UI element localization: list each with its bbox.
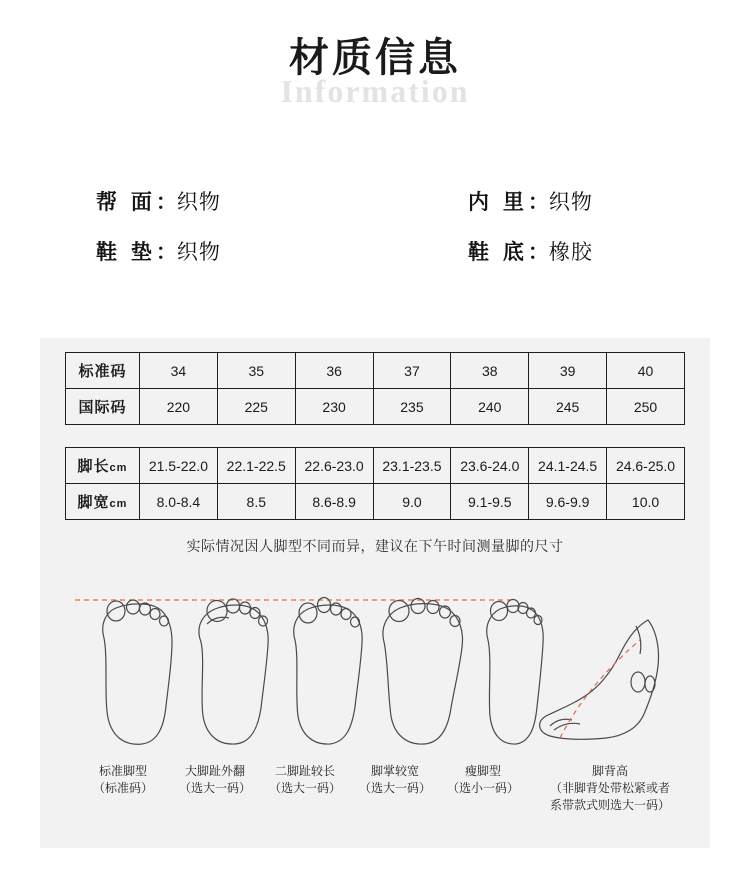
table-cell: 21.5-22.0 [140, 448, 218, 484]
table-cell: 37 [373, 353, 451, 389]
row-header-foot-width [66, 484, 140, 520]
table-cell: 220 [140, 389, 218, 425]
table-cell: 9.6-9.9 [529, 484, 607, 520]
page-title: 材质信息 [289, 36, 461, 80]
caption-line2: （标准码） [92, 781, 153, 795]
caption-line2: （选大一码） [268, 781, 341, 795]
table-cell: 225 [217, 389, 295, 425]
size-table-codes [65, 352, 685, 425]
caption-high-instep [510, 763, 710, 814]
caption-line2: （选大一码） [358, 781, 431, 795]
material-item-upper [96, 186, 221, 216]
caption-line3: 系带款式则选大一码） [549, 798, 670, 812]
table-cell: 240 [451, 389, 529, 425]
material-value: 织物 [548, 191, 593, 214]
material-value: 织物 [176, 191, 221, 214]
row-header-text: 脚长 [77, 458, 110, 475]
caption-line1: 脚掌较宽 [370, 764, 419, 778]
table-cell: 34 [140, 353, 218, 389]
row-header-standard-size: 标准码 [66, 353, 140, 389]
table-cell: 10.0 [607, 484, 685, 520]
table-cell: 22.1-22.5 [217, 448, 295, 484]
table-cell: 40 [607, 353, 685, 389]
caption-line2: （非脚背处带松紧或者 [549, 781, 670, 795]
table-cell: 36 [295, 353, 373, 389]
table-cell: 9.1-9.5 [451, 484, 529, 520]
material-colon: ： [155, 191, 177, 214]
material-colon: ： [527, 241, 549, 264]
material-colon: ： [527, 191, 549, 214]
row-header-unit: cm [109, 462, 128, 474]
table-cell: 8.0-8.4 [140, 484, 218, 520]
page-title-block [0, 20, 750, 120]
table-cell: 9.0 [373, 484, 451, 520]
table-spacer [65, 425, 685, 447]
table-cell: 230 [295, 389, 373, 425]
table-cell: 35 [217, 353, 295, 389]
material-label: 鞋 底 [468, 241, 528, 264]
row-header-international-size: 国际码 [66, 389, 140, 425]
table-cell: 245 [529, 389, 607, 425]
measurement-note: 实际情况因人脚型不同而异，建议在下午时间测量脚的尺寸 [186, 538, 564, 554]
foot-shape-captions [40, 763, 710, 843]
table-cell: 250 [607, 389, 685, 425]
material-label: 内 里 [468, 191, 528, 214]
table-cell: 8.6-8.9 [295, 484, 373, 520]
material-value: 橡胶 [548, 241, 593, 264]
material-list [0, 180, 750, 290]
row-header-foot-length [66, 448, 140, 484]
table-row [66, 484, 685, 520]
size-tables [65, 352, 685, 520]
table-cell: 24.6-25.0 [607, 448, 685, 484]
caption-line1: 标准脚型 [98, 764, 147, 778]
table-cell: 24.1-24.5 [529, 448, 607, 484]
material-label: 鞋 垫 [96, 241, 156, 264]
table-cell: 8.5 [217, 484, 295, 520]
caption-line2: （选大一码） [178, 781, 251, 795]
table-row [66, 353, 685, 389]
table-cell: 22.6-23.0 [295, 448, 373, 484]
caption-line1: 大脚趾外翻 [184, 764, 245, 778]
material-value: 织物 [176, 241, 221, 264]
material-item-lining [468, 186, 593, 216]
page-title-english: Information [280, 73, 470, 109]
table-cell: 235 [373, 389, 451, 425]
table-row [66, 389, 685, 425]
caption-line1: 瘦脚型 [464, 764, 501, 778]
caption-line1: 脚背高 [591, 764, 628, 778]
table-cell: 39 [529, 353, 607, 389]
size-chart-panel [40, 338, 710, 848]
table-cell: 23.6-24.0 [451, 448, 529, 484]
caption-line1: 二脚趾较长 [274, 764, 335, 778]
table-cell: 38 [451, 353, 529, 389]
material-item-outsole [468, 236, 593, 266]
material-item-insole [96, 236, 221, 266]
row-header-text: 脚宽 [77, 494, 110, 511]
size-table-measurements [65, 447, 685, 520]
table-row [66, 448, 685, 484]
table-cell: 23.1-23.5 [373, 448, 451, 484]
material-label: 帮 面 [96, 191, 156, 214]
caption-line2: （选小一码） [446, 781, 519, 795]
row-header-unit: cm [109, 498, 128, 510]
material-colon: ： [155, 241, 177, 264]
